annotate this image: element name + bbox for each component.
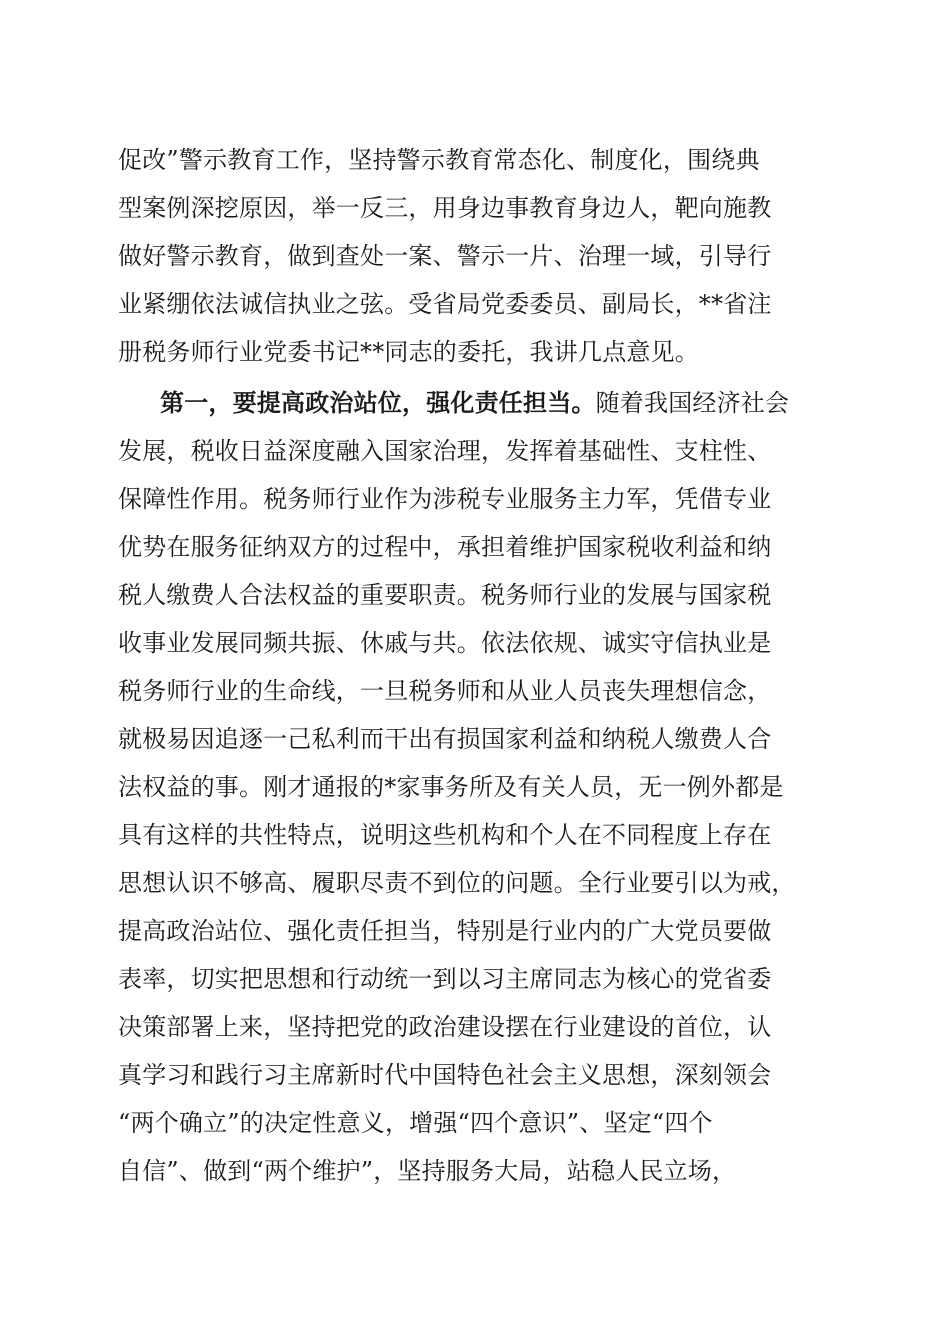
- text-line: 收事业发展同频共振、休戚与共。依法依规、诚实守信执业是: [118, 629, 772, 657]
- text-line: 册税务师行业党委书记**同志的委托，我讲几点意见。: [118, 338, 699, 366]
- text-line: 就极易因追逐一己私利而干出有损国家利益和纳税人缴费人合: [118, 725, 772, 753]
- text-line: 自信”、做到“两个维护”，坚持服务大局，站稳人民立场，: [118, 1157, 737, 1185]
- text-line: 发展，税收日益深度融入国家治理，发挥着基础性、支柱性、: [118, 437, 772, 465]
- text-run: 随着我国经济社会: [595, 389, 790, 417]
- text-line: 税务师行业的生命线，一旦税务师和从业人员丧失理想信念，: [118, 677, 772, 705]
- text-line: 保障性作用。税务师行业作为涉税专业服务主力军，凭借专业: [118, 485, 772, 513]
- text-line: 提高政治站位、强化责任担当，特别是行业内的广大党员要做: [118, 917, 772, 945]
- paragraph-first-line: [160, 383, 789, 423]
- text-line: 思想认识不够高、履职尽责不到位的问题。全行业要引以为戒，: [118, 869, 796, 897]
- text-line: 业紧绷依法诚信执业之弦。受省局党委委员、副局长，**省注: [118, 290, 772, 318]
- text-line: 表率，切实把思想和行动统一到以习主席同志为核心的党省委: [118, 965, 772, 993]
- text-line: “两个确立”的决定性意义，增强“四个意识”、坚定“四个: [118, 1109, 713, 1137]
- text-line: 做好警示教育，做到查处一案、警示一片、治理一域，引导行: [118, 242, 772, 270]
- text-line: 优势在服务征纳双方的过程中，承担着维护国家税收利益和纳: [118, 533, 772, 561]
- text-line: 真学习和践行习主席新时代中国特色社会主义思想，深刻领会: [118, 1061, 772, 1089]
- text-line: 法权益的事。刚才通报的*家事务所及有关人员，无一例外都是: [118, 773, 784, 801]
- text-line: 税人缴费人合法权益的重要职责。税务师行业的发展与国家税: [118, 581, 772, 609]
- text-line: 促改”警示教育工作，坚持警示教育常态化、制度化，围绕典: [118, 146, 760, 174]
- text-line: 具有这样的共性特点，说明这些机构和个人在不同程度上存在: [118, 821, 772, 849]
- text-line: 决策部署上来，坚持把党的政治建设摆在行业建设的首位，认: [118, 1013, 772, 1041]
- section-heading: 第一，要提高政治站位，强化责任担当。: [160, 388, 596, 417]
- text-line: 型案例深挖原因，举一反三，用身边事教育身边人，靶向施教: [118, 194, 772, 222]
